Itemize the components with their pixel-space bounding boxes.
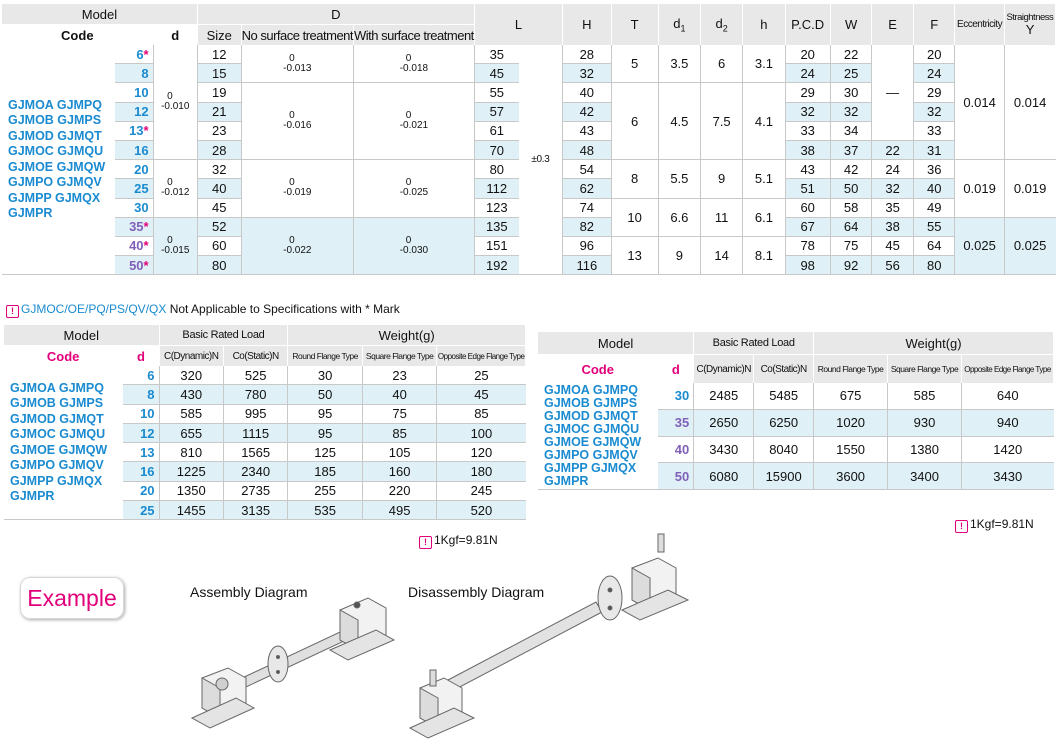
- H-value: 62: [563, 179, 611, 198]
- opposite-header: Opposite Edge Flange Type: [437, 346, 526, 367]
- eccentricity-value: 0.014: [955, 45, 1004, 160]
- c-static-header: Co(Static)N: [754, 355, 814, 384]
- size-value: 52: [197, 217, 241, 236]
- opposite-weight: 100: [437, 423, 526, 442]
- size-value: 12: [197, 45, 241, 64]
- pcd-value: 33: [785, 121, 830, 140]
- square-weight: 75: [362, 404, 437, 423]
- round-weight: 3600: [814, 463, 888, 490]
- spec-table: [2, 4, 1056, 275]
- square-weight: 3400: [888, 463, 962, 490]
- d-value: 25: [115, 179, 153, 198]
- W-header: W: [830, 4, 872, 45]
- opposite-weight: 3430: [962, 463, 1054, 490]
- note-codes: GJMOC/OE/PQ/PS/QV/QX: [21, 302, 167, 316]
- F-value: 31: [913, 140, 955, 159]
- D-tol-no: 0 -0.016: [241, 83, 353, 160]
- size-value: 32: [197, 160, 241, 179]
- W-value: 58: [830, 198, 872, 217]
- d-value: 13: [123, 443, 159, 462]
- footnote-text: 1Kgf=9.81N: [970, 517, 1034, 531]
- F-value: 24: [913, 64, 955, 83]
- d-value: 20: [123, 481, 159, 500]
- pcd-value: 60: [785, 198, 830, 217]
- d-value: 16: [123, 462, 159, 481]
- size-value: 80: [197, 256, 241, 275]
- load-table-large: [538, 332, 1054, 490]
- H-value: 40: [563, 83, 611, 102]
- straightness-value: 0.019: [1004, 160, 1055, 218]
- round-weight: 675: [814, 383, 888, 409]
- W-value: 32: [830, 102, 872, 121]
- pcd-header: P.C.D: [785, 4, 830, 45]
- round-header: Round Flange Type: [814, 355, 888, 384]
- E-value: 32: [872, 179, 914, 198]
- d1-value: 9: [658, 236, 700, 274]
- load-table-small: [4, 325, 526, 520]
- h-header: h: [743, 4, 785, 45]
- square-weight: 1380: [888, 436, 962, 463]
- no-surface-header: No surface treatment: [241, 25, 353, 46]
- c-dynamic-value: 810: [159, 443, 223, 462]
- square-weight: 585: [888, 383, 962, 409]
- opposite-weight: 245: [437, 481, 526, 500]
- F-value: 20: [913, 45, 955, 64]
- d2-value: 6: [701, 45, 743, 83]
- round-weight: 30: [288, 366, 363, 385]
- model-header: Model: [538, 332, 694, 355]
- c-static-value: 8040: [754, 436, 814, 463]
- d1-header: $d_1$: [658, 4, 700, 45]
- h-value: 6.1: [743, 198, 785, 236]
- c-static-value: 2340: [223, 462, 287, 481]
- c-static-value: 2735: [223, 481, 287, 500]
- D-tol-no: 0 -0.019: [241, 160, 353, 218]
- h-value: 8.1: [743, 236, 785, 274]
- L-value: 55: [474, 83, 519, 102]
- d-value: 13*: [115, 121, 153, 140]
- W-value: 37: [830, 140, 872, 159]
- c-dynamic-value: 6080: [694, 463, 754, 490]
- T-value: 8: [611, 160, 658, 198]
- F-value: 40: [913, 179, 955, 198]
- opposite-weight: 940: [962, 409, 1054, 436]
- c-dynamic-value: 585: [159, 404, 223, 423]
- code-header: Code: [4, 346, 123, 367]
- d-value: 6: [123, 366, 159, 385]
- square-weight: 930: [888, 409, 962, 436]
- square-header: Square Flange Type: [888, 355, 962, 384]
- c-dynamic-value: 3430: [694, 436, 754, 463]
- d1-value: 6.6: [658, 198, 700, 236]
- d-value: 10: [123, 404, 159, 423]
- opposite-weight: 180: [437, 462, 526, 481]
- round-weight: 95: [288, 404, 363, 423]
- H-value: 54: [563, 160, 611, 179]
- F-value: 36: [913, 160, 955, 179]
- table-row: [4, 366, 526, 385]
- c-dynamic-header: C(Dynamic)N: [159, 346, 223, 367]
- E-value: 38: [872, 217, 914, 236]
- opposite-weight: 640: [962, 383, 1054, 409]
- d-value: 25: [123, 501, 159, 520]
- opposite-weight: 120: [437, 443, 526, 462]
- H-value: 28: [563, 45, 611, 64]
- c-dynamic-value: 1350: [159, 481, 223, 500]
- d2-value: 11: [701, 198, 743, 236]
- H-value: 43: [563, 121, 611, 140]
- pcd-value: 43: [785, 160, 830, 179]
- E-value: 24: [872, 160, 914, 179]
- H-value: 74: [563, 198, 611, 217]
- note-text: Not Applicable to Specifications with * Mark: [166, 302, 400, 316]
- size-value: 60: [197, 236, 241, 255]
- F-header: F: [913, 4, 955, 45]
- d-value: 50*: [115, 256, 153, 275]
- straightness-value: 0.025: [1004, 217, 1055, 275]
- d-value: 8: [115, 64, 153, 83]
- square-weight: 105: [362, 443, 437, 462]
- L-value: 61: [474, 121, 519, 140]
- W-value: 30: [830, 83, 872, 102]
- E-value: 22: [872, 140, 914, 159]
- d-tolerance: 0 -0.015: [153, 217, 197, 275]
- pcd-value: 67: [785, 217, 830, 236]
- L-value: 45: [474, 64, 519, 83]
- D-tol-no: 0 -0.013: [241, 45, 353, 83]
- c-dynamic-value: 2485: [694, 383, 754, 409]
- square-weight: 495: [362, 501, 437, 520]
- F-value: 49: [913, 198, 955, 217]
- c-dynamic-header: C(Dynamic)N: [694, 355, 754, 384]
- h-value: 5.1: [743, 160, 785, 198]
- c-static-header: Co(Static)N: [223, 346, 287, 367]
- table-row: [538, 383, 1054, 409]
- T-header: T: [611, 4, 658, 45]
- pcd-value: 51: [785, 179, 830, 198]
- H-value: 42: [563, 102, 611, 121]
- opposite-weight: 1420: [962, 436, 1054, 463]
- opposite-header: Opposite Edge Flange Type: [962, 355, 1054, 384]
- W-value: 50: [830, 179, 872, 198]
- W-value: 25: [830, 64, 872, 83]
- W-value: 42: [830, 160, 872, 179]
- size-header: Size: [197, 25, 241, 46]
- pcd-value: 38: [785, 140, 830, 159]
- L-header: L: [474, 4, 562, 45]
- size-value: 40: [197, 179, 241, 198]
- d-value: 12: [123, 423, 159, 442]
- d2-header: $d_2$: [701, 4, 743, 45]
- E-dash: —: [872, 45, 914, 140]
- size-value: 45: [197, 198, 241, 217]
- d-value: 30: [658, 383, 694, 409]
- D-header: D: [197, 4, 474, 25]
- W-value: 34: [830, 121, 872, 140]
- d-value: 6*: [115, 45, 153, 64]
- disassembly-diagram-illustration: [400, 520, 700, 746]
- example-badge: Example: [20, 577, 124, 619]
- D-tol-with: 0 -0.021: [354, 83, 475, 160]
- L-value: 135: [474, 217, 519, 236]
- c-static-value: 1115: [223, 423, 287, 442]
- d-header: d: [658, 355, 694, 384]
- E-value: 45: [872, 236, 914, 255]
- round-weight: 1550: [814, 436, 888, 463]
- c-static-value: 780: [223, 385, 287, 404]
- W-value: 64: [830, 217, 872, 236]
- pcd-value: 24: [785, 64, 830, 83]
- d-value: 40: [658, 436, 694, 463]
- size-value: 19: [197, 83, 241, 102]
- size-value: 21: [197, 102, 241, 121]
- code-list: GJMOA GJMPQ GJMOB GJMPS GJMOD GJMQT GJMOC GJMQU GJMOE GJMQW GJMPO GJMQV GJMPP GJMQX GJMPR: [2, 45, 115, 275]
- d-value: 40*: [115, 236, 153, 255]
- L-value: 192: [474, 256, 519, 275]
- d-value: 50: [658, 463, 694, 490]
- W-value: 92: [830, 256, 872, 275]
- d-tolerance: 0 -0.012: [153, 160, 197, 218]
- c-static-value: 525: [223, 366, 287, 385]
- T-value: 10: [611, 198, 658, 236]
- H-header: H: [563, 4, 611, 45]
- pcd-value: 29: [785, 83, 830, 102]
- h-value: 4.1: [743, 83, 785, 160]
- round-weight: 1020: [814, 409, 888, 436]
- info-icon: !: [955, 520, 968, 533]
- c-static-value: 5485: [754, 383, 814, 409]
- opposite-weight: 25: [437, 366, 526, 385]
- size-value: 23: [197, 121, 241, 140]
- code-list: GJMOA GJMPQ GJMOB GJMPS GJMOD GJMQT GJMOC GJMQU GJMOE GJMQW GJMPO GJMQV GJMPP GJMQX GJMPR: [538, 383, 658, 490]
- c-dynamic-value: 1225: [159, 462, 223, 481]
- c-static-value: 3135: [223, 501, 287, 520]
- F-value: 55: [913, 217, 955, 236]
- square-weight: 85: [362, 423, 437, 442]
- square-weight: 220: [362, 481, 437, 500]
- with-surface-header: With surface treatment: [354, 25, 475, 46]
- square-weight: 40: [362, 385, 437, 404]
- square-header: Square Flange Type: [362, 346, 437, 367]
- info-icon: !: [419, 536, 432, 549]
- c-dynamic-value: 320: [159, 366, 223, 385]
- E-header: E: [872, 4, 914, 45]
- c-static-value: 1565: [223, 443, 287, 462]
- opposite-weight: 520: [437, 501, 526, 520]
- d-value: 12: [115, 102, 153, 121]
- D-tol-with: 0 -0.025: [354, 160, 475, 218]
- round-weight: 50: [288, 385, 363, 404]
- d-header: d: [123, 346, 159, 367]
- round-weight: 95: [288, 423, 363, 442]
- L-value: 80: [474, 160, 519, 179]
- L-value: 112: [474, 179, 519, 198]
- d-value: 10: [115, 83, 153, 102]
- pcd-value: 32: [785, 102, 830, 121]
- h-value: 3.1: [743, 45, 785, 83]
- c-static-value: 6250: [754, 409, 814, 436]
- L-value: 35: [474, 45, 519, 64]
- d-value: 16: [115, 140, 153, 159]
- F-value: 80: [913, 256, 955, 275]
- disassembly-caption: Disassembly Diagram: [408, 584, 545, 600]
- c-dynamic-value: 1455: [159, 501, 223, 520]
- model-header: Model: [2, 4, 197, 25]
- d-value: 20: [115, 160, 153, 179]
- opposite-weight: 45: [437, 385, 526, 404]
- square-weight: 160: [362, 462, 437, 481]
- pcd-value: 98: [785, 256, 830, 275]
- d-value: 35: [658, 409, 694, 436]
- size-value: 28: [197, 140, 241, 159]
- assembly-diagram-illustration: [180, 590, 400, 740]
- eccentricity-header: Eccentricity: [955, 4, 1004, 45]
- d2-value: 7.5: [701, 83, 743, 160]
- L-value: 151: [474, 236, 519, 255]
- spec-note: [6, 302, 400, 318]
- H-value: 116: [563, 256, 611, 275]
- round-weight: 125: [288, 443, 363, 462]
- W-value: 75: [830, 236, 872, 255]
- round-weight: 185: [288, 462, 363, 481]
- pcd-value: 20: [785, 45, 830, 64]
- footnote-text: 1Kgf=9.81N: [434, 533, 498, 547]
- straightness-header: Straightness Y: [1004, 4, 1055, 45]
- L-tolerance: ±0.3: [519, 45, 563, 275]
- F-value: 32: [913, 102, 955, 121]
- c-dynamic-value: 430: [159, 385, 223, 404]
- eccentricity-value: 0.025: [955, 217, 1004, 275]
- code-header: Code: [2, 25, 153, 46]
- T-value: 5: [611, 45, 658, 83]
- d-value: 35*: [115, 217, 153, 236]
- d-header: d: [153, 25, 197, 46]
- table-row: [2, 45, 1056, 64]
- basic-load-header: Basic Rated Load: [159, 325, 288, 346]
- T-value: 13: [611, 236, 658, 274]
- L-value: 70: [474, 140, 519, 159]
- size-value: 15: [197, 64, 241, 83]
- d2-value: 14: [701, 236, 743, 274]
- basic-load-header: Basic Rated Load: [694, 332, 814, 355]
- F-value: 29: [913, 83, 955, 102]
- F-value: 33: [913, 121, 955, 140]
- d-value: 8: [123, 385, 159, 404]
- d1-value: 3.5: [658, 45, 700, 83]
- d-tolerance: 0 -0.010: [153, 45, 197, 160]
- E-value: 35: [872, 198, 914, 217]
- c-static-value: 995: [223, 404, 287, 423]
- info-icon: !: [6, 305, 19, 318]
- round-weight: 255: [288, 481, 363, 500]
- pcd-value: 78: [785, 236, 830, 255]
- c-static-value: 15900: [754, 463, 814, 490]
- opposite-weight: 85: [437, 404, 526, 423]
- H-value: 96: [563, 236, 611, 255]
- L-value: 123: [474, 198, 519, 217]
- H-value: 32: [563, 64, 611, 83]
- weight-header: Weight(g): [288, 325, 526, 346]
- T-value: 6: [611, 83, 658, 160]
- square-weight: 23: [362, 366, 437, 385]
- round-weight: 535: [288, 501, 363, 520]
- eccentricity-value: 0.019: [955, 160, 1004, 218]
- d-value: 30: [115, 198, 153, 217]
- code-header: Code: [538, 355, 658, 384]
- model-header: Model: [4, 325, 159, 346]
- d1-value: 5.5: [658, 160, 700, 198]
- c-dynamic-value: 655: [159, 423, 223, 442]
- d1-value: 4.5: [658, 83, 700, 160]
- H-value: 48: [563, 140, 611, 159]
- E-value: 56: [872, 256, 914, 275]
- D-tol-no: 0 -0.022: [241, 217, 353, 275]
- D-tol-with: 0 -0.030: [354, 217, 475, 275]
- W-value: 22: [830, 45, 872, 64]
- d2-value: 9: [701, 160, 743, 198]
- weight-header: Weight(g): [814, 332, 1054, 355]
- c-dynamic-value: 2650: [694, 409, 754, 436]
- F-value: 64: [913, 236, 955, 255]
- D-tol-with: 0 -0.018: [354, 45, 475, 83]
- straightness-value: 0.014: [1004, 45, 1055, 160]
- assembly-caption: Assembly Diagram: [190, 584, 308, 600]
- L-value: 57: [474, 102, 519, 121]
- footnote-2: [955, 517, 1034, 533]
- code-list: GJMOA GJMPQ GJMOB GJMPS GJMOD GJMQT GJMOC GJMQU GJMOE GJMQW GJMPO GJMQV GJMPP GJMQX GJMPR: [4, 366, 123, 520]
- round-header: Round Flange Type: [288, 346, 363, 367]
- H-value: 82: [563, 217, 611, 236]
